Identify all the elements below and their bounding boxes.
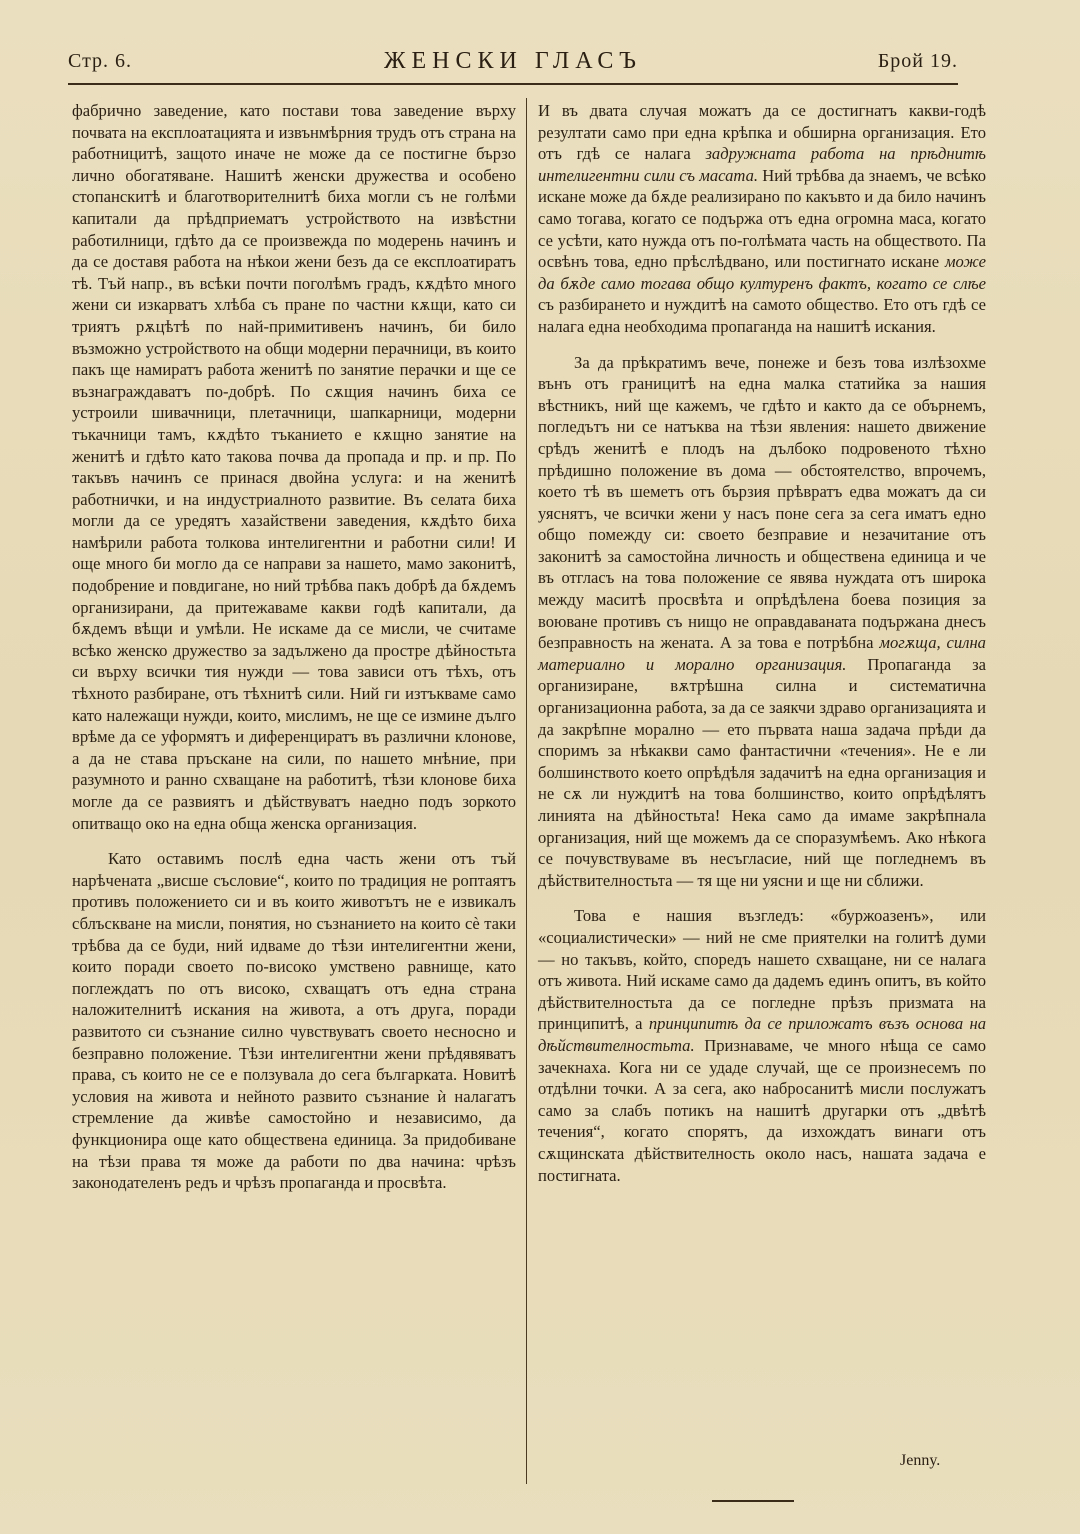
left-paragraph-1: фабрично заведение, като постави това заведение върху почвата на експлоатацията и извънмѣрния трудъ отъ страна на работницитѣ, защото иначе не може да се постигне бързо лично обогатяване. Нашитѣ женски дружества и особено стопанскитѣ и благотворителнитѣ биха могли съ не голѣми капитали да прѣдприематъ устройството на извѣстни работилници, гдѣто да се произвежда по модерень начинъ и да се доставя работа на нѣкои жени безъ да се експлоатиратъ тѣ. Тъй напр., въ всѣки почти поголѣмъ градъ, кѫдѣто много жени си изкарватъ хлѣба съ пране по частни кѫщи, като си триятъ рѫцѣтѣ по най-примитивенъ начинъ, би било възможно устройството на общи модерни перачници, въ които пакъ ще намиратъ работа женитѣ по занятие перачки и ще се възнаграждаватъ по-добрѣ. По сѫщия начинъ биха се устроили шивачници, плетачници, шапкарници, модерни тъкачници тамъ, кѫдѣто тъканието е кѫщно занятие на женитѣ и гдѣто като такова почва да пропада и пр. и пр. По такъвъ начинъ се принася двойна услуга: и на женитѣ работнички, и на индустриалното развитие. Въ селата биха могли да се уредятъ хазайствени заведения, кѫдѣто биха намѣрили работа толкова интелигентни и работни сили! И още много би могло да се направи за нашето, мамо законитѣ, подобрение и повдигане, но ний трѣбва пакъ добрѣ да бѫдемъ организирани, да притежаваме какви годѣ капитали, да бѫдемъ вѣщи и умѣли. Не искаме да се мисли, че считаме всѣко женско дружество за задължено да простре дѣйностьта си върху всички тия нужди — това зависи отъ тѣхъ, отъ тѣхното разбиране, отъ тѣхнитѣ сили. Ний ги изтъкваме само като належащи нужди, които, мислимъ, не ще се измине дълго врѣме да се уформятъ и диференциратъ въ различни клонове, а да не става пръскане на сили, по нашето мнѣние, при разумното и ранно схващане на работитѣ, тѣзи клонове биха могле да се развиятъ и дѣйствуватъ наедно подъ зоркото опитващо око на една обща женска организация. [72,101,516,833]
right-paragraph-1 [538,100,986,338]
issue-number: Брой 19. [877,50,958,72]
right-column [538,100,986,1186]
text-span: И въ двата случая можатъ да се достигнатъ какви-годѣ резултати само при една крѣпка и обширна организация. Ето отъ гдѣ се налага [538,101,986,164]
right-paragraph-2 [538,352,986,892]
text-span: Признаваме, че много нѣща се само зачекнаха. Кога ни се удаде случай, ще се произнесемъ по отдѣлни точки. А за сега, ако набросанитѣ мисли послужатъ само за слабъ потикъ на нашитѣ другарки отъ „двѣтѣ течения“, когато спорятъ, да изхождатъ винаги отъ сѫщинската дѣйствителность около насъ, нашата задача е постигната. [538,1035,986,1185]
left-column [72,100,516,1194]
column-divider [526,98,527,1484]
author-signature: Jenny. [900,1452,941,1469]
text-span: Това е нашия възгледъ: «буржоазенъ», или «социалистически» — ний не сме приятелки на голитѣ думи — но такъвъ, който, споредъ нашето схващане, ни се налага отъ живота. Ний искаме само да дадемъ единъ опитъ, въ който дѣйствителностьта да се погледне прѣзъ призмата на принципитѣ, а [538,906,986,1034]
left-paragraph-2: Като оставимъ послѣ една часть жени отъ тъй нарѣчената „висше съсловие“, които по традиция не роптаятъ противъ положението си и въ които животътъ не е извикалъ сблъскване на мисли, понятия, но съзнанието на които сѐ таки трѣбва да се буди, ний идваме до тѣзи интелигентни жени, които поради своето по-високо умствено равнище, като поглеждатъ по отъ високо, схващатъ отъ една страна наложителнитѣ искания на живота, а отъ друга, поради развитото си съзнание силно чувствуватъ своето несносно и безправно положение. Тѣзи интелигентни жени прѣдявяватъ права, съ които не се е ползувала до сега българката. Новитѣ условия на живота и нейното развито съзнание ѝ налагатъ стремление да живѣе самостойно и независимо, да функционира още като обществена единица. За придобиване на тѣзи права тя може да работи по два начина: чрѣзъ законодателенъ редъ и чрѣзъ пропаганда и просвѣта. [72,849,516,1193]
newspaper-title: ЖЕНСКИ ГЛАСЪ [384,48,642,74]
emphasis-text: могѫща, силна материално и морално организация. [538,633,986,674]
header-rule [68,83,958,85]
text-span: Ний трѣбва да знаемъ, че всѣко искане може да бѫде реализирано по какъвто и да било начинъ само тогава, когато се подържа отъ една огромна маса, когато се усѣти, като нужда отъ по-голѣмата часть на обществото. Па освѣнъ това, едно прѣслѣдвано, или постигнато искане [538,165,986,272]
page-number: Стр. 6. [68,50,133,72]
emphasis-text: задружната работа на прѣднитѣ интелигентни сили съ масата. [538,144,986,185]
text-span: съ разбирането и нуждитѣ на самото общество. Ето отъ гдѣ се налага една необходима пропаганда на нашитѣ искания. [538,295,986,336]
article-end-rule [712,1500,794,1502]
page-header [68,48,958,82]
emphasis-text: принципитѣ да се приложатъ възъ основа на дѣйствителностьта. [538,1014,986,1055]
text-span: Пропаганда за организиране, вѫтрѣшна силна и систематична организационна работа, за да се заякчи здраво организацията и да закрѣпне морално — ето първата наша задача прѣди да споримъ за нѣкакви само фантастични «течения». Не е ли болшинството което опрѣдѣля задачитѣ на една организация и не сѫ ли нуждитѣ на това болшинство, които опрѣдѣлятъ линията на дѣйностьта! Нека само да имаме закрѣпнала организация, ний ще можемъ да се споразумѣемъ. Ако нѣкога се почувствуваме въ несъгласие, ний ще погледнемъ въ дѣйствителностьта — тя ще ни уясни и ще ни сближи. [538,654,987,890]
text-span: За да прѣкратимъ вече, понеже и безъ това излѣзохме вънъ отъ границитѣ на една малка статийка за нашия вѣстникъ, ний ще кажемъ, че гдѣто и както да се обърнемъ, погледътъ ни се натъква на тѣзи явления: нашето движение срѣдъ женитѣ е плодъ на дълбоко подровеното тѣхно прѣдишно положение въ дома — обстоятелство, впрочемъ, което тѣ въ шеметъ отъ бързия прѣвратъ едва можатъ да си уяснятъ, че всички жени у насъ поне сега за сега иматъ едно общо помежду си: своето безправие и незачитание отъ законитѣ за самостойна личность и обществена единица и че въ отгласъ на това положение се явява нуждата отъ широка между маситѣ просвѣта и опрѣдѣлена боева позиция за воюване противъ съ нищо не оправдаваната подържана днесъ безправность на жената. А за това е потрѣбна [538,352,986,653]
emphasis-text: може да бѫде само тогава общо културенъ фактъ, когато се слѣе [538,252,986,293]
right-paragraph-3 [538,905,986,1186]
